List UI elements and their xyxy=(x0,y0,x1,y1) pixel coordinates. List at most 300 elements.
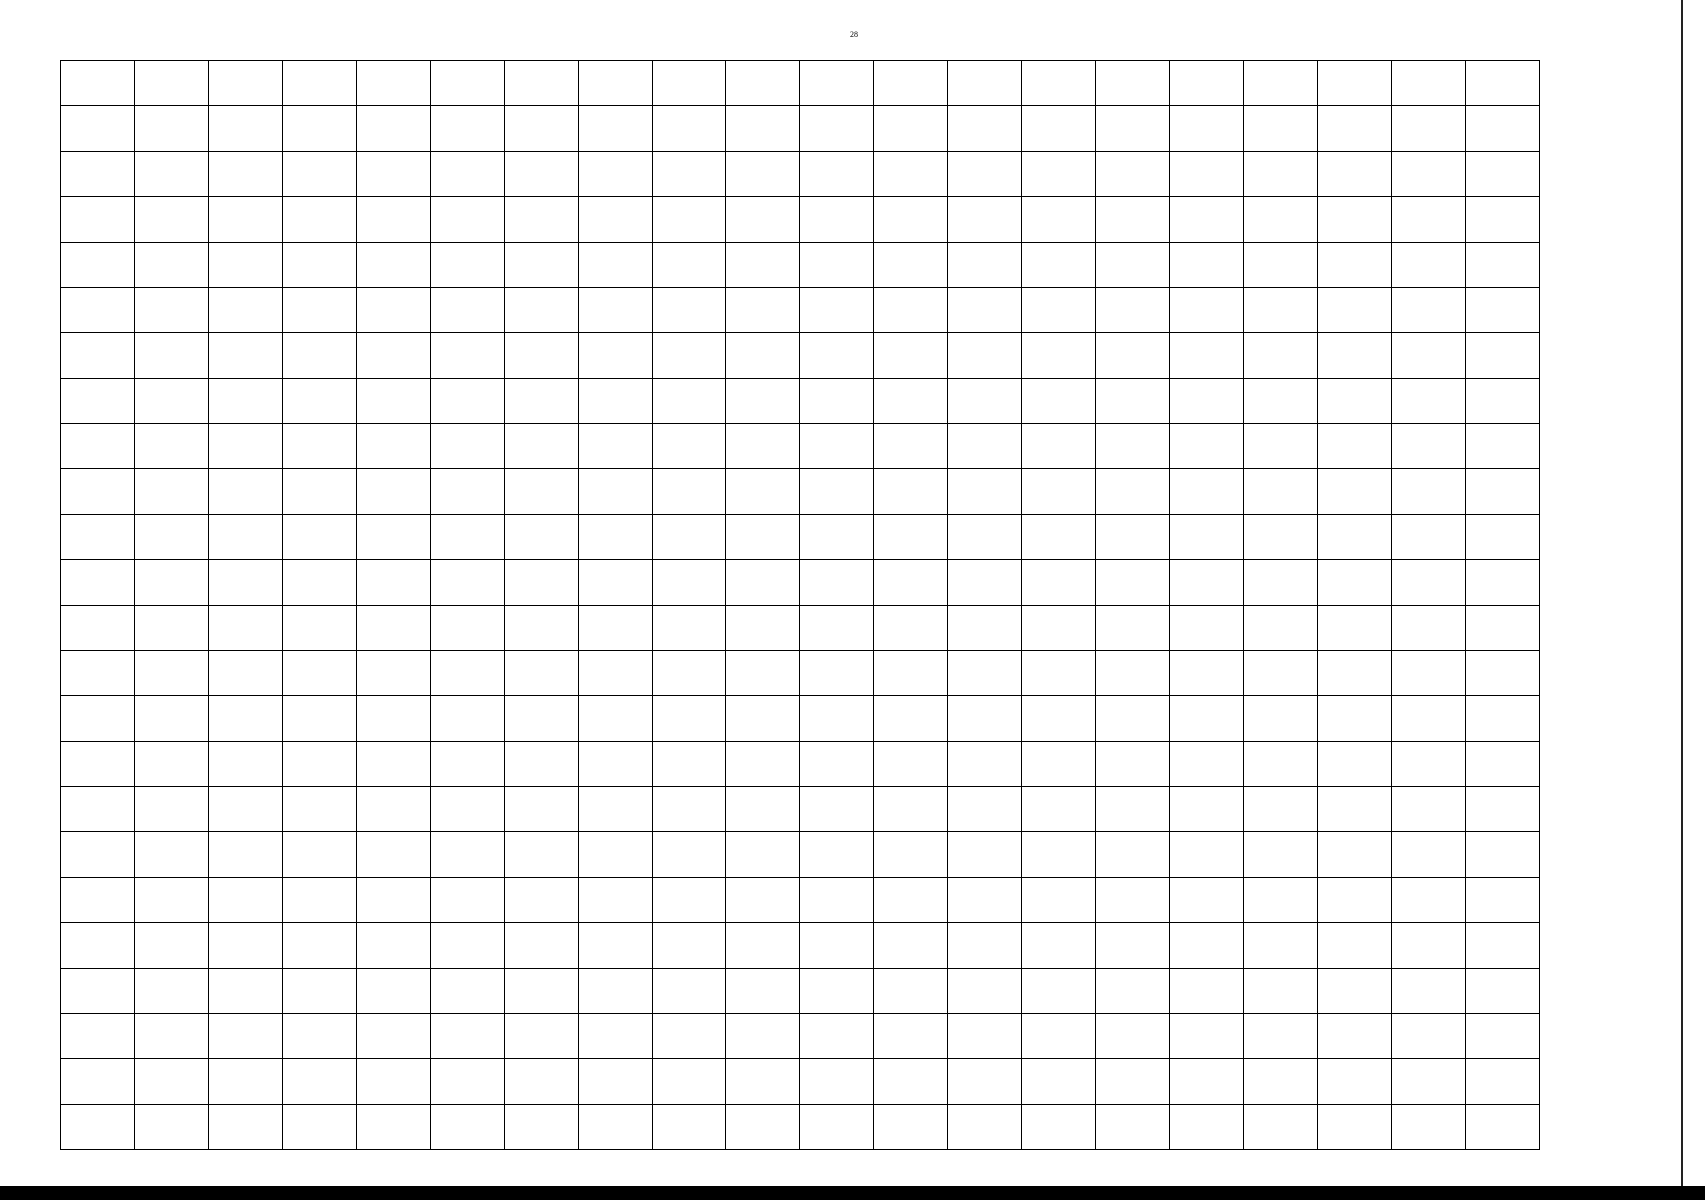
table-cell xyxy=(800,424,874,469)
table-cell xyxy=(1317,605,1391,650)
table-cell xyxy=(1022,106,1096,151)
table-cell xyxy=(874,469,948,514)
table-cell xyxy=(874,560,948,605)
table-cell xyxy=(800,197,874,242)
table-cell xyxy=(652,605,726,650)
table-cell xyxy=(1244,741,1318,786)
table-cell xyxy=(1391,333,1465,378)
table-cell xyxy=(1244,469,1318,514)
table-row xyxy=(61,923,1540,968)
table-cell xyxy=(726,1104,800,1149)
table-cell xyxy=(1244,605,1318,650)
table-cell xyxy=(1244,787,1318,832)
table-row xyxy=(61,1104,1540,1149)
table-cell xyxy=(208,514,282,559)
table-cell xyxy=(61,560,135,605)
table-cell xyxy=(652,968,726,1013)
table-cell xyxy=(282,650,356,695)
table-cell xyxy=(430,197,504,242)
table-cell xyxy=(208,696,282,741)
table-cell xyxy=(874,106,948,151)
table-cell xyxy=(1244,333,1318,378)
table-cell xyxy=(652,877,726,922)
table-cell xyxy=(282,1013,356,1058)
table-cell xyxy=(282,378,356,423)
table-cell xyxy=(1170,877,1244,922)
table-row xyxy=(61,560,1540,605)
table-cell xyxy=(208,832,282,877)
table-cell xyxy=(208,106,282,151)
table-cell xyxy=(800,514,874,559)
table-cell xyxy=(1096,650,1170,695)
table-cell xyxy=(800,333,874,378)
table-cell xyxy=(1391,877,1465,922)
table-cell xyxy=(1170,61,1244,106)
table-cell xyxy=(1317,1013,1391,1058)
scan-bottom-edge xyxy=(0,1186,1705,1200)
table-cell xyxy=(874,696,948,741)
table-row xyxy=(61,333,1540,378)
table-cell xyxy=(800,378,874,423)
table-cell xyxy=(282,832,356,877)
table-cell xyxy=(800,877,874,922)
table-cell xyxy=(1465,61,1539,106)
scan-edge-rule xyxy=(1681,0,1683,1186)
table-cell xyxy=(1317,151,1391,196)
table-cell xyxy=(1317,378,1391,423)
table-cell xyxy=(578,424,652,469)
table-cell xyxy=(1317,787,1391,832)
table-cell xyxy=(208,923,282,968)
table-cell xyxy=(578,696,652,741)
table-cell xyxy=(578,151,652,196)
table-cell xyxy=(726,877,800,922)
table-row xyxy=(61,1059,1540,1104)
table-cell xyxy=(356,151,430,196)
table-cell xyxy=(1022,242,1096,287)
table-cell xyxy=(430,1013,504,1058)
table-cell xyxy=(652,560,726,605)
table-cell xyxy=(430,877,504,922)
table-cell xyxy=(948,514,1022,559)
table-cell xyxy=(282,61,356,106)
table-cell xyxy=(874,968,948,1013)
table-cell xyxy=(282,151,356,196)
table-cell xyxy=(1170,560,1244,605)
table-cell xyxy=(430,287,504,332)
table-cell xyxy=(1096,605,1170,650)
table-cell xyxy=(208,968,282,1013)
table-cell xyxy=(134,469,208,514)
table-cell xyxy=(1244,197,1318,242)
table-cell xyxy=(504,605,578,650)
table-cell xyxy=(578,787,652,832)
table-cell xyxy=(356,378,430,423)
table-cell xyxy=(652,333,726,378)
table-cell xyxy=(578,650,652,695)
table-row xyxy=(61,378,1540,423)
table-cell xyxy=(356,968,430,1013)
table-cell xyxy=(430,106,504,151)
table-cell xyxy=(1022,650,1096,695)
table-cell xyxy=(356,605,430,650)
table-cell xyxy=(1317,287,1391,332)
table-cell xyxy=(800,1059,874,1104)
table-cell xyxy=(1022,424,1096,469)
table-cell xyxy=(578,242,652,287)
table-cell xyxy=(726,787,800,832)
table-cell xyxy=(1170,469,1244,514)
table-cell xyxy=(504,560,578,605)
table-cell xyxy=(61,1104,135,1149)
table-cell xyxy=(1391,61,1465,106)
table-cell xyxy=(1096,832,1170,877)
table-cell xyxy=(578,832,652,877)
table-cell xyxy=(134,877,208,922)
table-cell xyxy=(1022,61,1096,106)
table-cell xyxy=(1465,605,1539,650)
table-cell xyxy=(726,1059,800,1104)
table-cell xyxy=(800,832,874,877)
table-cell xyxy=(1244,61,1318,106)
table-cell xyxy=(948,287,1022,332)
table-cell xyxy=(356,1059,430,1104)
table-cell xyxy=(504,469,578,514)
table-cell xyxy=(134,787,208,832)
table-cell xyxy=(1317,333,1391,378)
table-cell xyxy=(430,650,504,695)
table-cell xyxy=(208,61,282,106)
table-cell xyxy=(61,287,135,332)
table-cell xyxy=(578,287,652,332)
table-cell xyxy=(1391,106,1465,151)
table-cell xyxy=(430,741,504,786)
table-cell xyxy=(652,424,726,469)
table-cell xyxy=(282,560,356,605)
table-cell xyxy=(504,514,578,559)
table-cell xyxy=(1391,605,1465,650)
table-cell xyxy=(61,832,135,877)
table-cell xyxy=(504,1059,578,1104)
table-cell xyxy=(1317,514,1391,559)
table-cell xyxy=(1170,968,1244,1013)
table-cell xyxy=(134,1013,208,1058)
table-row xyxy=(61,424,1540,469)
table-cell xyxy=(1244,877,1318,922)
table-cell xyxy=(134,287,208,332)
table-cell xyxy=(874,1013,948,1058)
table-cell xyxy=(61,106,135,151)
table-cell xyxy=(652,61,726,106)
table-cell xyxy=(1391,424,1465,469)
table-cell xyxy=(356,469,430,514)
table-cell xyxy=(1391,242,1465,287)
table-cell xyxy=(1096,923,1170,968)
budget-table-grid xyxy=(60,60,1540,1150)
table-cell xyxy=(652,832,726,877)
table-cell xyxy=(1465,923,1539,968)
table-cell xyxy=(356,1013,430,1058)
table-cell xyxy=(1022,787,1096,832)
table-cell xyxy=(1244,287,1318,332)
table-cell xyxy=(1022,741,1096,786)
table-cell xyxy=(1244,151,1318,196)
table-cell xyxy=(652,106,726,151)
table-cell xyxy=(1170,741,1244,786)
table-cell xyxy=(504,923,578,968)
table-cell xyxy=(356,650,430,695)
table-cell xyxy=(1465,333,1539,378)
table-cell xyxy=(208,650,282,695)
table-cell xyxy=(430,378,504,423)
table-cell xyxy=(1465,832,1539,877)
table-cell xyxy=(1170,424,1244,469)
table-cell xyxy=(874,877,948,922)
table-cell xyxy=(1022,197,1096,242)
table-cell xyxy=(61,923,135,968)
table-cell xyxy=(1244,1013,1318,1058)
table-cell xyxy=(874,832,948,877)
table-cell xyxy=(1170,106,1244,151)
table-cell xyxy=(1391,287,1465,332)
table-cell xyxy=(1465,1104,1539,1149)
table-cell xyxy=(1465,242,1539,287)
table-cell xyxy=(652,1104,726,1149)
table-cell xyxy=(61,650,135,695)
table-cell xyxy=(652,514,726,559)
table-cell xyxy=(1391,514,1465,559)
table-cell xyxy=(430,151,504,196)
table-cell xyxy=(208,1059,282,1104)
table-cell xyxy=(1317,650,1391,695)
table-cell xyxy=(800,605,874,650)
table-cell xyxy=(430,696,504,741)
table-cell xyxy=(208,378,282,423)
table-cell xyxy=(1022,1013,1096,1058)
table-cell xyxy=(578,1104,652,1149)
table-cell xyxy=(1244,696,1318,741)
table-cell xyxy=(652,1059,726,1104)
table-cell xyxy=(1317,106,1391,151)
table-cell xyxy=(1022,514,1096,559)
table-cell xyxy=(1317,1104,1391,1149)
table-cell xyxy=(1170,151,1244,196)
table-row xyxy=(61,469,1540,514)
table-cell xyxy=(504,877,578,922)
table-cell xyxy=(1096,1104,1170,1149)
table-cell xyxy=(578,197,652,242)
table-cell xyxy=(504,1104,578,1149)
table-cell xyxy=(726,605,800,650)
table-cell xyxy=(134,1059,208,1104)
table-cell xyxy=(1391,560,1465,605)
table-cell xyxy=(208,424,282,469)
table-cell xyxy=(356,923,430,968)
table-cell xyxy=(282,197,356,242)
table-cell xyxy=(948,696,1022,741)
table-cell xyxy=(1170,197,1244,242)
table-cell xyxy=(61,151,135,196)
table-cell xyxy=(874,923,948,968)
table-cell xyxy=(504,424,578,469)
table-cell xyxy=(61,1013,135,1058)
table-cell xyxy=(578,741,652,786)
table-cell xyxy=(578,923,652,968)
table-cell xyxy=(874,741,948,786)
table-cell xyxy=(948,242,1022,287)
table-cell xyxy=(874,650,948,695)
table-cell xyxy=(1170,832,1244,877)
table-cell xyxy=(652,287,726,332)
table-cell xyxy=(800,741,874,786)
table-cell xyxy=(282,923,356,968)
table-cell xyxy=(800,968,874,1013)
table-cell xyxy=(134,650,208,695)
table-cell xyxy=(726,151,800,196)
table-cell xyxy=(800,1013,874,1058)
table-cell xyxy=(356,424,430,469)
table-row xyxy=(61,151,1540,196)
table-row xyxy=(61,242,1540,287)
table-cell xyxy=(1022,832,1096,877)
table-cell xyxy=(1096,877,1170,922)
table-cell xyxy=(652,151,726,196)
table-cell xyxy=(652,197,726,242)
table-cell xyxy=(726,333,800,378)
table-cell xyxy=(1465,469,1539,514)
table-cell xyxy=(134,242,208,287)
table-cell xyxy=(430,923,504,968)
table-cell xyxy=(1391,1104,1465,1149)
table-cell xyxy=(874,378,948,423)
table-cell xyxy=(1244,650,1318,695)
table-cell xyxy=(430,514,504,559)
table-cell xyxy=(874,61,948,106)
table-cell xyxy=(948,560,1022,605)
table-cell xyxy=(504,106,578,151)
table-cell xyxy=(1465,378,1539,423)
table-cell xyxy=(578,106,652,151)
table-cell xyxy=(504,787,578,832)
table-cell xyxy=(208,242,282,287)
table-cell xyxy=(1022,560,1096,605)
table-cell xyxy=(1465,106,1539,151)
table-cell xyxy=(430,787,504,832)
table-cell xyxy=(726,560,800,605)
table-cell xyxy=(1391,787,1465,832)
table-cell xyxy=(430,61,504,106)
table-cell xyxy=(1022,151,1096,196)
table-cell xyxy=(1022,1059,1096,1104)
table-cell xyxy=(726,832,800,877)
table-cell xyxy=(726,741,800,786)
table-cell xyxy=(800,650,874,695)
table-cell xyxy=(430,333,504,378)
table-cell xyxy=(1391,469,1465,514)
table-cell xyxy=(1022,333,1096,378)
table-row xyxy=(61,968,1540,1013)
table-cell xyxy=(1170,1059,1244,1104)
table-cell xyxy=(1170,696,1244,741)
table-cell xyxy=(1317,197,1391,242)
page-number: 28 xyxy=(850,30,858,39)
table-cell xyxy=(874,242,948,287)
table-cell xyxy=(134,832,208,877)
table-cell xyxy=(61,514,135,559)
table-cell xyxy=(652,650,726,695)
table-cell xyxy=(504,333,578,378)
table-cell xyxy=(1096,514,1170,559)
table-cell xyxy=(1096,1013,1170,1058)
table-cell xyxy=(1465,787,1539,832)
table-cell xyxy=(726,968,800,1013)
table-cell xyxy=(61,787,135,832)
table-cell xyxy=(1096,197,1170,242)
table-cell xyxy=(1096,151,1170,196)
table-row xyxy=(61,741,1540,786)
table-cell xyxy=(948,650,1022,695)
table-cell xyxy=(1317,877,1391,922)
table-cell xyxy=(1465,968,1539,1013)
table-cell xyxy=(1391,197,1465,242)
table-cell xyxy=(430,560,504,605)
table-cell xyxy=(1465,560,1539,605)
table-cell xyxy=(208,877,282,922)
table-cell xyxy=(1244,1059,1318,1104)
table-cell xyxy=(430,968,504,1013)
table-row xyxy=(61,287,1540,332)
table-cell xyxy=(1465,741,1539,786)
table-cell xyxy=(948,333,1022,378)
table-cell xyxy=(134,514,208,559)
table-cell xyxy=(1317,741,1391,786)
table-cell xyxy=(282,242,356,287)
table-cell xyxy=(282,696,356,741)
table-cell xyxy=(356,877,430,922)
table-cell xyxy=(578,877,652,922)
table-cell xyxy=(948,61,1022,106)
table-cell xyxy=(1465,877,1539,922)
table-cell xyxy=(504,61,578,106)
budget-table xyxy=(60,60,1540,1150)
table-cell xyxy=(356,287,430,332)
table-cell xyxy=(1096,560,1170,605)
table-cell xyxy=(356,832,430,877)
table-cell xyxy=(800,560,874,605)
table-cell xyxy=(61,696,135,741)
table-cell xyxy=(1391,1013,1465,1058)
table-cell xyxy=(800,787,874,832)
table-cell xyxy=(800,923,874,968)
table-cell xyxy=(504,696,578,741)
table-cell xyxy=(948,968,1022,1013)
table-cell xyxy=(1317,242,1391,287)
table-cell xyxy=(578,514,652,559)
table-row xyxy=(61,787,1540,832)
table-cell xyxy=(578,378,652,423)
table-cell xyxy=(652,787,726,832)
table-cell xyxy=(1170,650,1244,695)
table-cell xyxy=(282,333,356,378)
table-cell xyxy=(282,1059,356,1104)
table-cell xyxy=(1465,287,1539,332)
table-cell xyxy=(134,741,208,786)
table-cell xyxy=(578,605,652,650)
table-cell xyxy=(726,61,800,106)
table-cell xyxy=(1317,923,1391,968)
table-cell xyxy=(800,61,874,106)
table-cell xyxy=(948,1013,1022,1058)
